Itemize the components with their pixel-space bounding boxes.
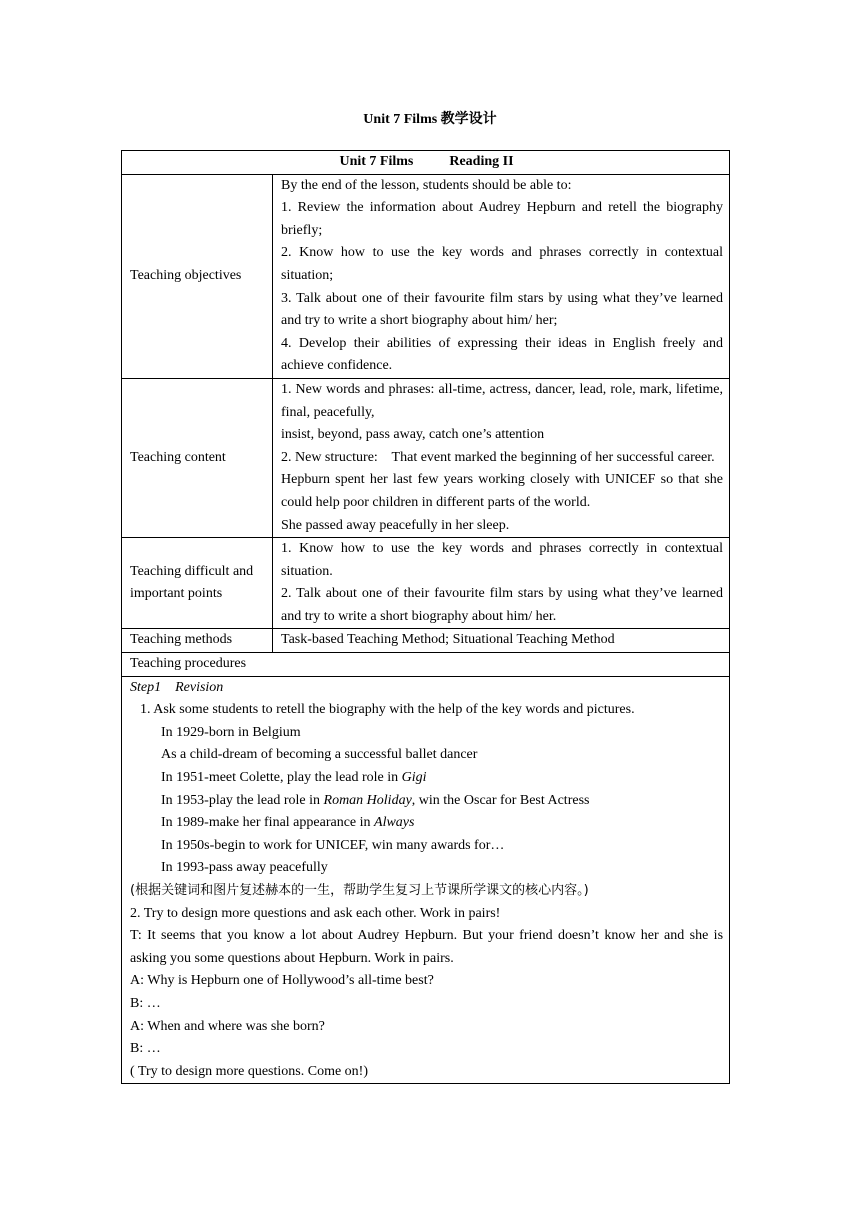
timeline-text: , win the Oscar for Best Actress bbox=[411, 792, 590, 808]
content-line: She passed away peacefully in her sleep. bbox=[281, 517, 510, 533]
step1-title: Step1 Revision bbox=[130, 679, 224, 695]
objective-line: 2. Know how to use the key words and phrases correctly in contextual situation; bbox=[281, 245, 724, 283]
content-label: Teaching content bbox=[122, 378, 273, 537]
content-content bbox=[273, 378, 730, 537]
timeline-text: In 1951-meet Colette, play the lead role in bbox=[161, 770, 402, 786]
procedures-content bbox=[122, 676, 730, 1084]
timeline-item: In 1929-born in Belgium bbox=[161, 724, 301, 740]
content-row bbox=[122, 378, 730, 537]
procedures-label: Teaching procedures bbox=[122, 653, 730, 677]
dialogue-line: A: When and where was she born? bbox=[130, 1018, 325, 1034]
difficult-points-label bbox=[122, 538, 273, 629]
dialogue-line: B: … bbox=[130, 1041, 161, 1057]
objectives-content bbox=[273, 174, 730, 378]
timeline-item: In 1993-pass away peacefully bbox=[161, 860, 328, 876]
difficult-points-content bbox=[273, 538, 730, 629]
methods-label: Teaching methods bbox=[122, 629, 273, 653]
objective-line: 4. Develop their abilities of expressing their ideas in English freely and achieve confidence. bbox=[281, 335, 724, 374]
procedures-row bbox=[122, 676, 730, 1084]
objective-line: 3. Talk about one of their favourite film stars by using what they’ve learned and try to write a short biography about him/ her; bbox=[281, 290, 724, 329]
methods-row bbox=[122, 629, 730, 653]
content-line: Hepburn spent her last few years working closely with UNICEF so that she could help poor children in different parts of the world. bbox=[281, 472, 724, 510]
lesson-part: Reading II bbox=[449, 154, 514, 169]
objectives-row bbox=[122, 174, 730, 378]
timeline-text: In 1953-play the lead role in bbox=[161, 792, 324, 808]
objective-line: By the end of the lesson, students should be able to: bbox=[281, 177, 572, 193]
teacher-instruction: T: It seems that you know a lot about Audrey Hepburn. But your friend doesn’t know her and she is asking you some questions about Hepburn. Work in pairs. bbox=[130, 928, 724, 966]
timeline-item bbox=[130, 767, 723, 790]
timeline-text: In 1989-make her final appearance in bbox=[161, 815, 375, 831]
timeline-item: In 1950s-begin to work for UNICEF, win many awards for… bbox=[161, 837, 505, 853]
film-title: Roman Holiday bbox=[323, 792, 412, 808]
chinese-note: (根据关键词和图片复述赫本的一生，帮助学生复习上节课所学课文的核心内容。) bbox=[130, 883, 589, 898]
objectives-label: Teaching objectives bbox=[122, 174, 273, 378]
dialogue-line: A: Why is Hepburn one of Hollywood’s all-time best? bbox=[130, 973, 434, 989]
closing-note: ( Try to design more questions. Come on!) bbox=[130, 1063, 368, 1079]
film-title: Gigi bbox=[401, 770, 427, 786]
procedures-label-row bbox=[122, 653, 730, 677]
difficult-label-line: Teaching difficult and bbox=[130, 563, 254, 579]
lesson-plan-table bbox=[121, 150, 730, 1084]
document-title: Unit 7 Films 教学设计 bbox=[363, 112, 497, 127]
unit-title: Unit 7 Films bbox=[339, 154, 414, 169]
objective-line: 1. Review the information about Audrey Hepburn and retell the biography briefly; bbox=[281, 200, 724, 238]
film-title: Always bbox=[374, 815, 415, 831]
timeline-item bbox=[130, 812, 723, 835]
timeline-item bbox=[130, 790, 723, 813]
content-line: 1. New words and phrases: all-time, actress, dancer, lead, role, mark, lifetime, final, peacefully, bbox=[281, 381, 724, 420]
difficult-line: 2. Talk about one of their favourite film stars by using what they’ve learned and try to write a short biography about him/ her. bbox=[281, 586, 724, 624]
methods-value: Task-based Teaching Method; Situational Teaching Method bbox=[273, 629, 730, 653]
difficult-label-line: important points bbox=[130, 586, 223, 602]
procedure-item: 2. Try to design more questions and ask each other. Work in pairs! bbox=[130, 905, 501, 921]
difficult-points-row bbox=[122, 538, 730, 629]
dialogue-line: B: … bbox=[130, 995, 161, 1011]
procedure-item: 1. Ask some students to retell the biography with the help of the key words and pictures. bbox=[140, 702, 635, 718]
table-header-cell bbox=[122, 151, 730, 175]
table-header-row bbox=[122, 151, 730, 175]
content-line: insist, beyond, pass away, catch one’s attention bbox=[281, 427, 545, 443]
content-line: 2. New structure: That event marked the beginning of her successful career. bbox=[281, 449, 715, 465]
difficult-line: 1. Know how to use the key words and phrases correctly in contextual situation. bbox=[281, 541, 724, 579]
timeline-item: As a child-dream of becoming a successful ballet dancer bbox=[161, 747, 478, 763]
